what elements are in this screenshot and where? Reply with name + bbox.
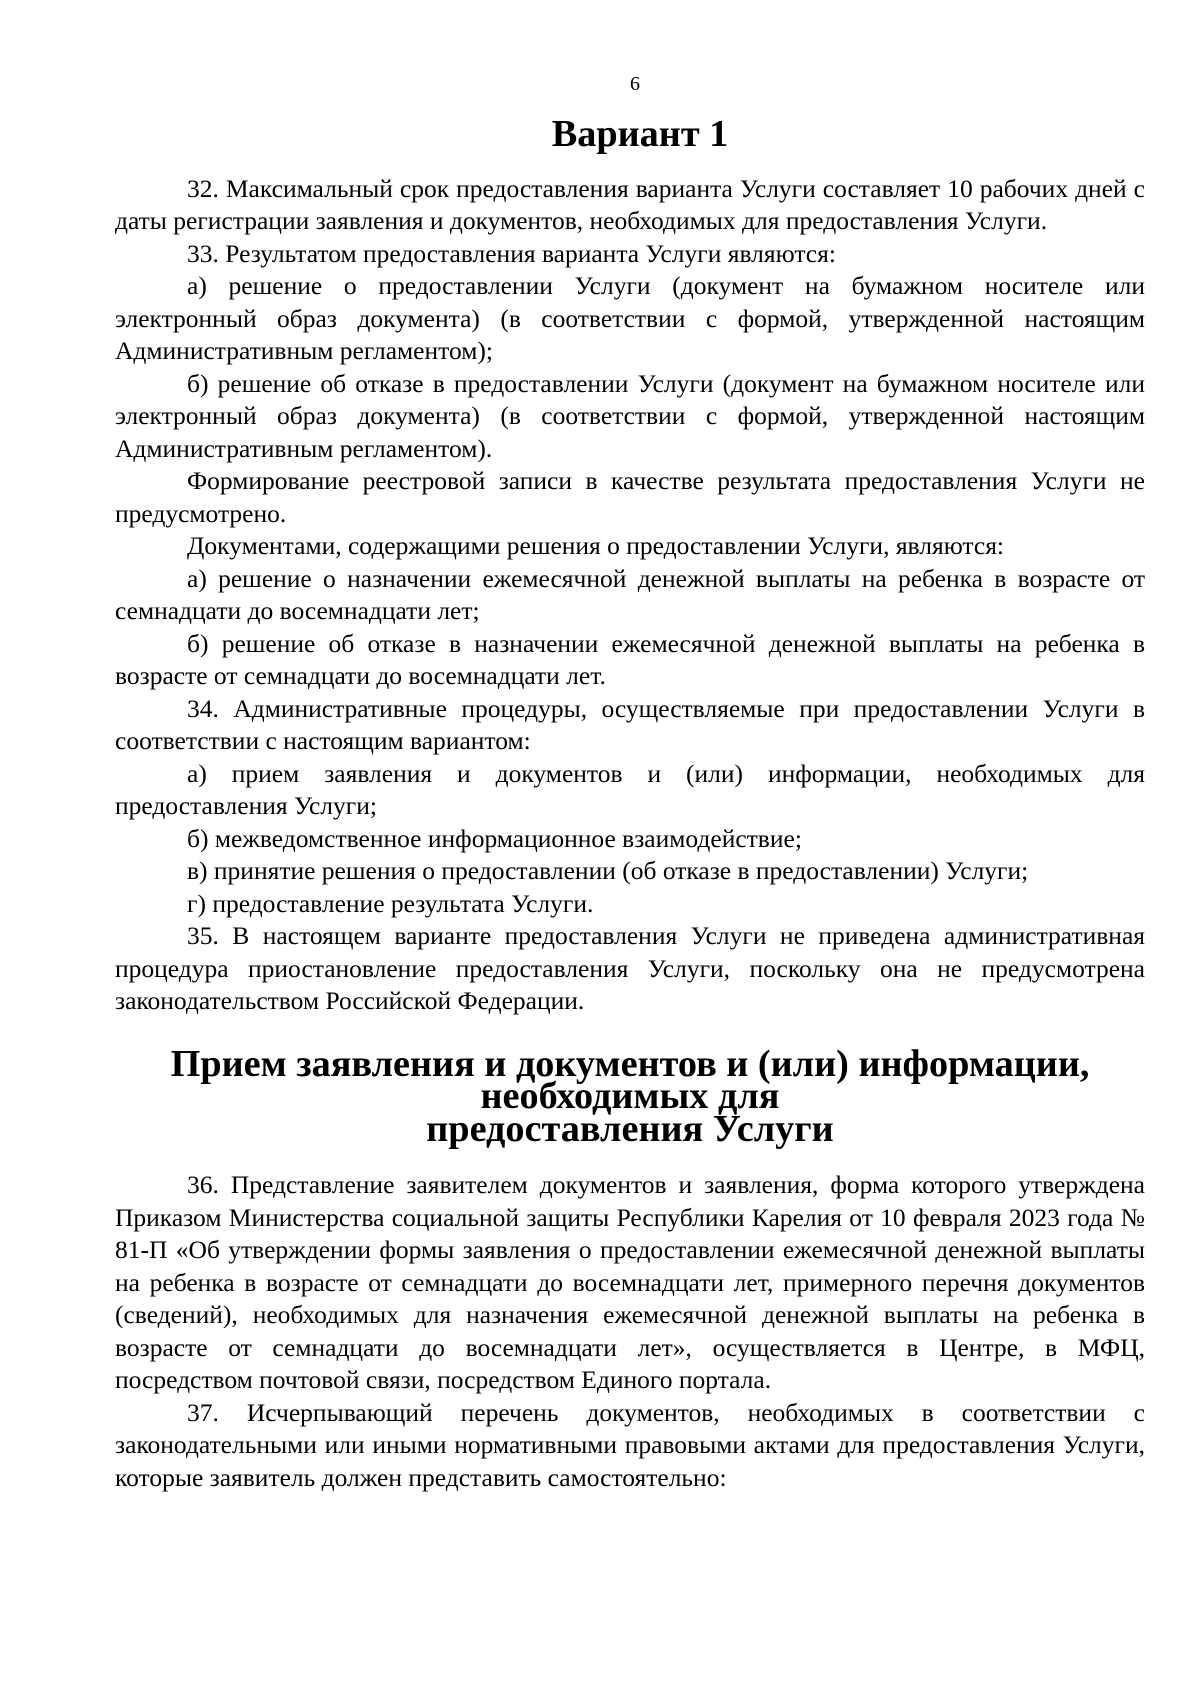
paragraph-32: 32. Максимальный срок предоставления варианта Услуги составляет 10 рабочих дней с даты регистрации заявления и документов, необходимых для предоставления Услуги. bbox=[115, 173, 1145, 235]
paragraph-36: 36. Представление заявителем документов и заявления, форма которого утверждена Приказом Министерства социальной защиты Республики Карелия от 10 февраля 2023 года № 81-П «Об утверждении формы заявления о предоставлении ежемесячной денежной выплаты на ребенка в возрасте от семнадцати до восемнадцати лет, примерного перечня документов (сведений), необходимых для назначения ежемесячной денежной выплаты на ребенка в возрасте от семнадцати до восемнадцати лет», осуществляется в Центре, в МФЦ, посредством почтовой связи, посредством Единого портала. bbox=[115, 1170, 1145, 1394]
paragraph-decision-item-b: б) решение об отказе в назначении ежемесячной денежной выплаты на ребенка в возрасте от семнадцати до восемнадцати лет. bbox=[115, 628, 1145, 690]
paragraph-decision-documents: Документами, содержащими решения о предоставлении Услуги, являются: bbox=[187, 531, 1005, 560]
paragraph-34-item-b: б) межведомственное информационное взаимодействие; bbox=[187, 823, 802, 853]
paragraph-37: 37. Исчерпывающий перечень документов, необходимых в соответствии с законодательными или иными нормативными правовыми актами для предоставления Услуги, которые заявитель должен представить самостоятельно: bbox=[115, 1397, 1145, 1492]
paragraph-decision-item-a: а) решение о назначении ежемесячной денежной выплаты на ребенка в возрасте от семнадцати до восемнадцати лет; bbox=[115, 563, 1145, 625]
variant-heading: Вариант 1 bbox=[551, 113, 729, 155]
paragraph-33-item-a: а) решение о предоставлении Услуги (документ на бумажном носителе или электронный образ документа) (в соответствии с формой, утвержденной настоящим Административным регламентом); bbox=[115, 271, 1145, 365]
document-body bbox=[115, 113, 1145, 1494]
paragraph-33: 33. Результатом предоставления варианта Услуги являются: bbox=[187, 238, 836, 268]
paragraph-33-item-b: б) решение об отказе в предоставлении Услуги (документ на бумажном носителе или электронный образ документа) (в соответствии с формой, утвержденной настоящим Административным регламентом). bbox=[115, 368, 1145, 463]
section-heading-line-2: предоставления Услуги bbox=[426, 1107, 834, 1150]
section-heading-line-1: Прием заявления и документов и (или) информации, необходимых для bbox=[170, 1042, 1090, 1117]
section-heading bbox=[115, 1042, 1145, 1150]
paragraph-34: 34. Административные процедуры, осуществляемые при предоставлении Услуги в соответствии с настоящим вариантом: bbox=[115, 693, 1145, 755]
paragraph-34-item-g: г) предоставление результата Услуги. bbox=[187, 888, 594, 918]
reception-section bbox=[115, 1169, 1145, 1494]
paragraph-registry-record: Формирование реестровой записи в качестве результата предоставления Услуги не предусмотрено. bbox=[115, 466, 1145, 528]
paragraph-35: 35. В настоящем варианте предоставления Услуги не приведена административная процедура приостановление предоставления Услуги, поскольку она не предусмотрена законодательством Российской Федерации. bbox=[115, 921, 1145, 1015]
paragraph-34-item-a: а) прием заявления и документов и (или) информации, необходимых для предоставления Услуги; bbox=[115, 758, 1145, 820]
variant-section bbox=[115, 173, 1145, 1018]
paragraph-34-item-v: в) принятие решения о предоставлении (об отказе в предоставлении) Услуги; bbox=[187, 856, 1029, 885]
page-number: 6 bbox=[630, 73, 640, 95]
